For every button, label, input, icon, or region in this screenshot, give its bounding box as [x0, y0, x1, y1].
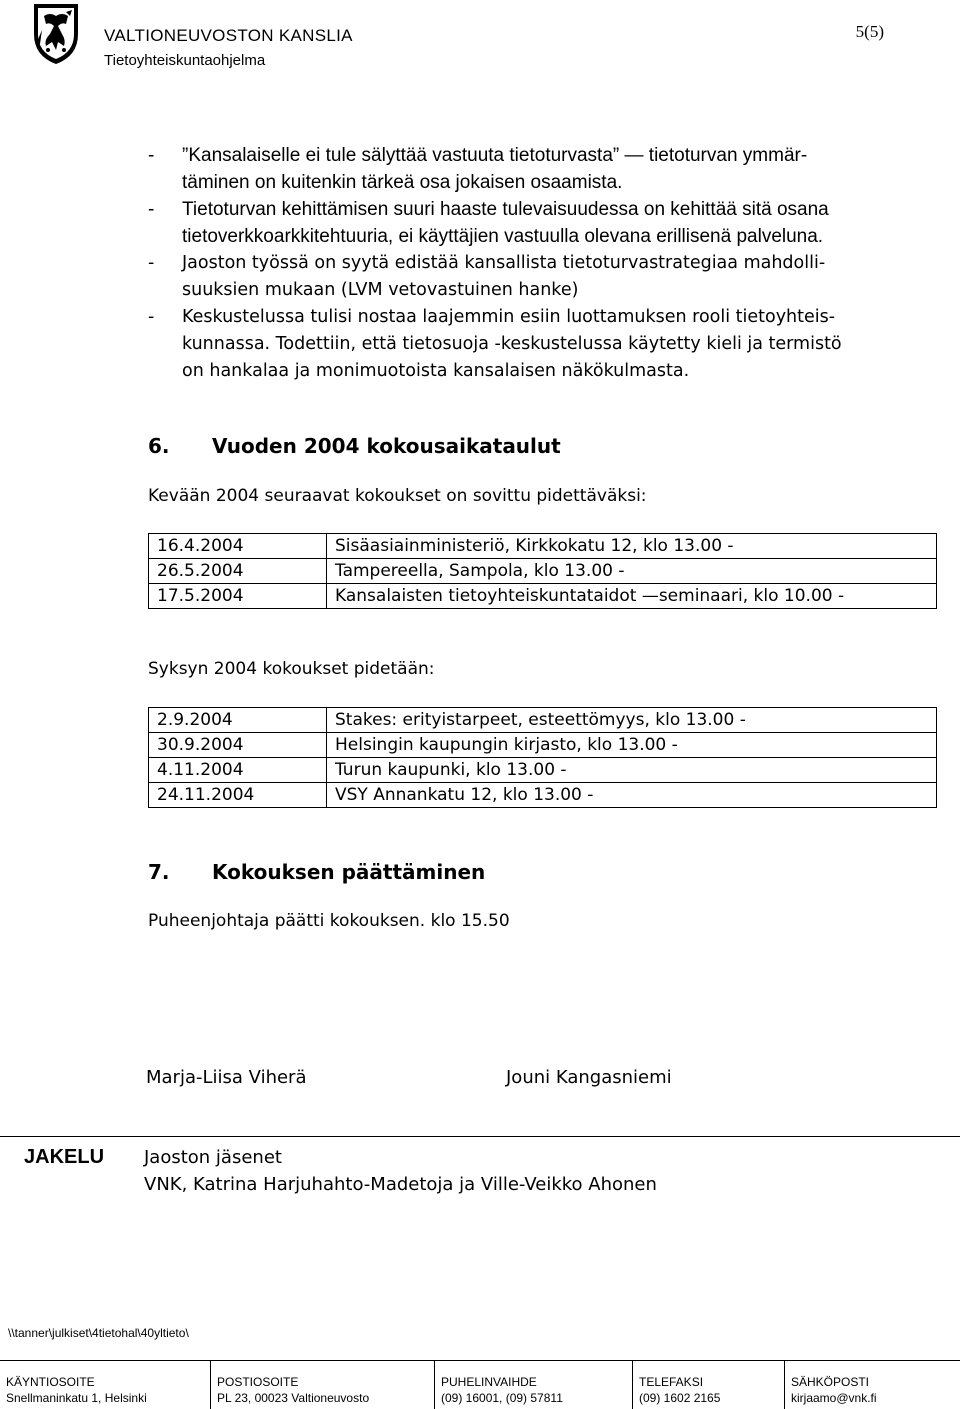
meeting-details: VSY Annankatu 12, klo 13.00 -	[327, 783, 937, 808]
bullet-line: tietoverkkoarkkitehtuuria, ei käyttäjien vastuulla olevana erillisenä palveluna.	[182, 226, 824, 247]
bullet-line: Keskustelussa tulisi nostaa laajemmin esiin luottamuksen rooli tietoyhteis-	[182, 307, 836, 327]
meeting-details: Tampereella, Sampola, klo 13.00 -	[327, 559, 937, 584]
bullet-line: on hankalaa ja monimuotoista kansalaisen näkökulmasta.	[182, 361, 690, 381]
autumn-intro: Syksyn 2004 kokoukset pidetään:	[148, 659, 435, 679]
page-number: 5(5)	[855, 22, 884, 41]
section-number: 6.	[148, 434, 170, 458]
footer-value: kirjaamo@vnk.fi	[791, 1391, 877, 1405]
meeting-date: 30.9.2004	[149, 733, 327, 758]
signature-name: Jouni Kangasniemi	[506, 1067, 672, 1088]
signature-name: Marja-Liisa Viherä	[146, 1067, 307, 1088]
discussion-bullets	[148, 142, 948, 385]
footer-value: Snellmaninkatu 1, Helsinki	[6, 1391, 147, 1405]
meeting-date: 17.5.2004	[149, 584, 327, 609]
footer-label: PUHELINVAIHDE	[441, 1375, 537, 1389]
bullet-line: ”Kansalaiselle ei tule sälyttää vastuuta tietoturvasta” — tietoturvan ymmär-	[182, 145, 808, 166]
footer-label: SÄHKÖPOSTI	[791, 1375, 870, 1389]
meeting-date: 4.11.2004	[149, 758, 327, 783]
spring-intro: Kevään 2004 seuraavat kokoukset on sovittu pidettäväksi:	[148, 486, 647, 506]
meeting-details: Helsingin kaupungin kirjasto, klo 13.00 -	[327, 733, 937, 758]
bullet-item	[148, 250, 948, 304]
footer-label: TELEFAKSI	[639, 1375, 704, 1389]
distribution-line: Jaoston jäsenet	[144, 1147, 282, 1168]
table-row	[149, 733, 937, 758]
meeting-details: Kansalaisten tietoyhteiskuntataidot —seminaari, klo 10.00 -	[327, 584, 937, 609]
bullet-line: suuksien mukaan (LVM vetovastuinen hanke)	[182, 280, 579, 300]
footer-value: PL 23, 00023 Valtioneuvosto	[217, 1391, 370, 1405]
spring-schedule-table	[148, 533, 937, 609]
lion-crest-logo-icon	[28, 0, 84, 66]
table-row	[149, 758, 937, 783]
footer-switchboard	[434, 1361, 632, 1409]
section-title: Vuoden 2004 kokousaikataulut	[212, 434, 561, 458]
meeting-details: Stakes: erityistarpeet, esteettömyys, klo 13.00 -	[327, 708, 937, 733]
meeting-details: Sisäasiainministeriö, Kirkkokatu 12, klo 13.00 -	[327, 534, 937, 559]
divider	[0, 1136, 960, 1137]
file-path: \\tanner\julkiset\4tietohal\40yltieto\	[8, 1326, 189, 1340]
meeting-date: 16.4.2004	[149, 534, 327, 559]
footer-label: KÄYNTIOSOITE	[6, 1375, 95, 1389]
bullet-line: Tietoturvan kehittämisen suuri haaste tulevaisuudessa on kehittää sitä osana	[182, 199, 829, 220]
footer-value: (09) 1602 2165	[639, 1391, 721, 1405]
bullet-item	[148, 304, 948, 385]
contact-footer	[0, 1360, 960, 1409]
footer-label: POSTIOSOITE	[217, 1375, 299, 1389]
section-title: Kokouksen päättäminen	[212, 860, 486, 884]
meeting-date: 24.11.2004	[149, 783, 327, 808]
section-6-heading	[148, 434, 561, 458]
meeting-details: Turun kaupunki, klo 13.00 -	[327, 758, 937, 783]
bullet-dash: -	[148, 307, 155, 327]
footer-postal-address	[210, 1361, 434, 1409]
table-row	[149, 534, 937, 559]
autumn-schedule-table	[148, 707, 937, 808]
table-row	[149, 783, 937, 808]
bullet-line: Jaoston työssä on syytä edistää kansallista tietoturvastrategiaa mahdolli-	[182, 253, 826, 273]
section-7-heading	[148, 860, 485, 884]
footer-value: (09) 16001, (09) 57811	[441, 1391, 563, 1405]
unit-name: Tietoyhteiskuntaohjelma	[104, 52, 266, 69]
bullet-line: täminen on kuitenkin tärkeä osa jokaisen osaamista.	[182, 172, 623, 193]
bullet-item	[148, 142, 948, 196]
table-row	[149, 708, 937, 733]
table-row	[149, 559, 937, 584]
bullet-item	[148, 196, 948, 250]
distribution-label: JAKELU	[24, 1146, 105, 1168]
meeting-date: 2.9.2004	[149, 708, 327, 733]
section-number: 7.	[148, 860, 170, 884]
footer-fax	[632, 1361, 784, 1409]
bullet-dash: -	[148, 253, 155, 273]
distribution-line: VNK, Katrina Harjuhahto-Madetoja ja Ville-Veikko Ahonen	[144, 1174, 657, 1195]
footer-visiting-address	[0, 1361, 210, 1409]
bullet-line: kunnassa. Todettiin, että tietosuoja -keskustelussa käytetty kieli ja termistö	[182, 334, 842, 354]
closing-text: Puheenjohtaja päätti kokouksen. klo 15.50	[148, 911, 510, 931]
meeting-date: 26.5.2004	[149, 559, 327, 584]
organization-name: VALTIONEUVOSTON KANSLIA	[104, 26, 353, 45]
bullet-dash: -	[148, 145, 155, 166]
table-row	[149, 584, 937, 609]
bullet-dash: -	[148, 199, 155, 220]
footer-email	[784, 1361, 960, 1409]
